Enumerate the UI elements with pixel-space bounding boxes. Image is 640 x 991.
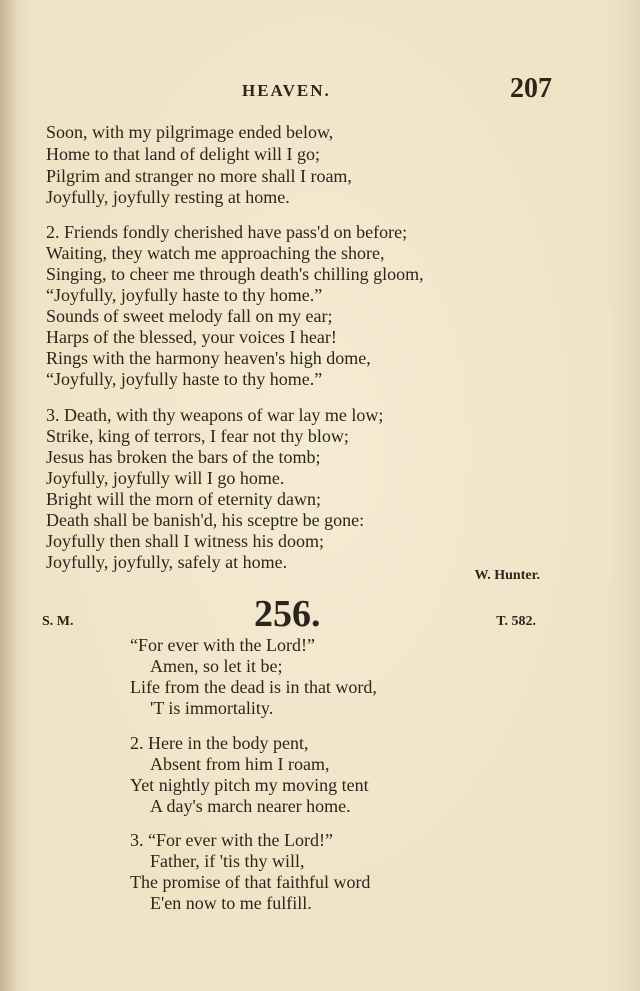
- verse-line: 'T is immortality.: [150, 698, 274, 718]
- verse-line: Singing, to cheer me through death's chilling gloom,: [46, 264, 424, 284]
- verse-line: Yet nightly pitch my moving tent: [130, 775, 369, 795]
- verse-line: Absent from him I roam,: [150, 754, 330, 774]
- verse-line: Joyfully, joyfully will I go home.: [46, 468, 285, 488]
- page-number: 207: [510, 73, 552, 104]
- hymn-number: 256.: [254, 593, 321, 635]
- verse-line: 2. Friends fondly cherished have pass'd on before;: [46, 222, 408, 242]
- verse-line: Home to that land of delight will I go;: [46, 144, 320, 164]
- verse-line: 3. “For ever with the Lord!”: [130, 830, 333, 850]
- verse-line: Joyfully then shall I witness his doom;: [46, 531, 324, 551]
- tune-number: T. 582.: [496, 614, 536, 629]
- verse-line: Joyfully, joyfully, safely at home.: [46, 552, 288, 572]
- verse-line: Bright will the morn of eternity dawn;: [46, 489, 321, 509]
- verse-line: E'en now to me fulfill.: [150, 893, 312, 913]
- verse-line: A day's march nearer home.: [150, 796, 351, 816]
- verse-line: “Joyfully, joyfully haste to thy home.”: [46, 369, 323, 389]
- verse-line: Amen, so let it be;: [150, 656, 283, 676]
- verse-line: “For ever with the Lord!”: [130, 635, 315, 655]
- verse-line: Harps of the blessed, your voices I hear!: [46, 327, 337, 347]
- verse-line: Father, if 'tis thy will,: [150, 851, 305, 871]
- verse-line: Jesus has broken the bars of the tomb;: [46, 447, 321, 467]
- verse-line: Rings with the harmony heaven's high dome,: [46, 348, 371, 368]
- verse-line: Death shall be banish'd, his sceptre be gone:: [46, 510, 365, 530]
- verse-line: Joyfully, joyfully resting at home.: [46, 187, 290, 207]
- verse-line: “Joyfully, joyfully haste to thy home.”: [46, 285, 323, 305]
- hymn-author: W. Hunter.: [474, 568, 540, 583]
- verse-line: 2. Here in the body pent,: [130, 733, 309, 753]
- running-head: [0, 0, 640, 110]
- hymn-meter: S. M.: [42, 614, 74, 629]
- verse-line: The promise of that faithful word: [130, 872, 371, 892]
- verse-line: Life from the dead is in that word,: [130, 677, 377, 697]
- verse-line: Strike, king of terrors, I fear not thy blow;: [46, 426, 349, 446]
- verse-line: 3. Death, with thy weapons of war lay me low;: [46, 405, 384, 425]
- binding-shadow: [0, 0, 18, 991]
- verse-line: Waiting, they watch me approaching the shore,: [46, 243, 385, 263]
- verse-line: Sounds of sweet melody fall on my ear;: [46, 306, 333, 326]
- page-title: HEAVEN.: [242, 81, 331, 100]
- verse-line: Pilgrim and stranger no more shall I roam,: [46, 166, 352, 186]
- verse-line: Soon, with my pilgrimage ended below,: [46, 122, 334, 142]
